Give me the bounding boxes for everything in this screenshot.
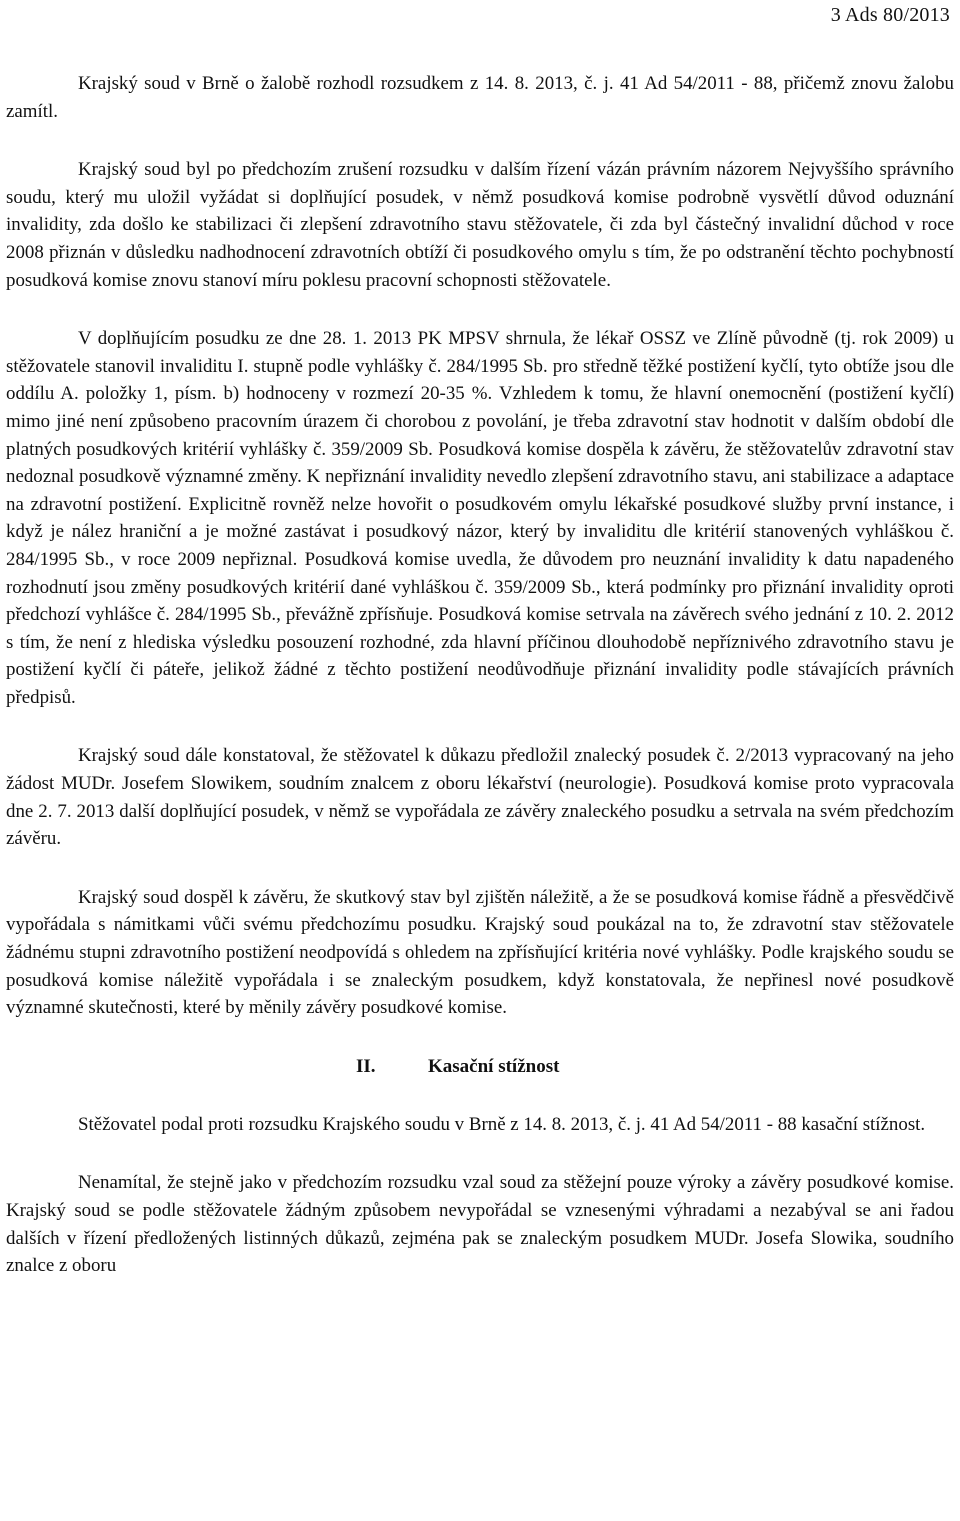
case-reference: 3 Ads 80/2013 — [830, 4, 950, 26]
paragraph-binding-opinion: Krajský soud byl po předchozím zrušení rozsudku v dalším řízení vázán právním názorem Nejvyššího správního soudu, který mu uložil vyžádat si doplňující posudek, v němž posudková komise podrobně vysvětlí důvod oduznání invalidity, zda došlo ke stabilizaci či zlepšení zdravotního stavu stěžovatele, či zda byl částečný invalidní důchod v roce 2008 přiznán v důsledku nadhodnocení zdravotních obtíží či posudkového omylu s tím, že po odstranění těchto pochybností posudková komise znovu stanoví míru poklesu pracovní schopnosti stěžovatele. — [6, 159, 954, 291]
paragraph-cassation-filed: Stěžovatel podal proti rozsudku Krajského soudu v Brně z 14. 8. 2013, č. j. 41 Ad 54/2011 - 88 kasační stížnost. — [78, 1113, 926, 1135]
section-heading — [6, 1053, 954, 1080]
section-number: II. — [356, 1055, 376, 1077]
paragraph-objections: Nenamítal, že stejně jako v předchozím rozsudku vzal soud za stěžejní pouze výroky a závěry posudkové komise. Krajský soud se podle stěžovatele žádným způsobem nevypořádal se vznesenými výhradami a nezabýval se ani řadou dalších v řízení předložených listinných důkazů, zejména pak se znaleckým posudkem MUDr. Josefa Slowika, soudního znalce z oboru — [6, 1172, 954, 1277]
paragraph-judgment-summary: Krajský soud v Brně o žalobě rozhodl rozsudkem z 14. 8. 2013, č. j. 41 Ad 54/2011 - 88, přičemž znovu žalobu zamítl. — [6, 73, 954, 122]
paragraph-supplementary-report: V doplňujícím posudku ze dne 28. 1. 2013 PK MPSV shrnula, že lékař OSSZ ve Zlíně původně (tj. rok 2009) u stěžovatele stanovil invaliditu I. stupně podle vyhlášky č. 284/1995 Sb. pro středně těžké postižení kyčlí, tyto obtíže jsou dle oddílu A. položky 1, písm. b) hodnoceny v rozmezí 20-35 %. Vzhledem k tomu, že hlavní onemocnění (postižení kyčlí) mimo jiné není způsobeno pracovním úrazem či chorobou z povolání, je třeba zdravotní stav hodnotit v dalším období dle platných posudkových kritérií vyhlášky č. 359/2009 Sb. Posudková komise dospěla k závěru, že stěžovatelův zdravotní stav nedoznal posudkově významné změny. K nepřiznání invalidity nevedlo zlepšení zdravotního stavu, ani stabilizace a adaptace na zdravotní postižení. Explicitně rovněž nelze hovořit o posudkovém omylu lékařské posudkové služby první instance, i když je nález hraniční a je možné zastávat i posudkový názor, který by invaliditu dle kritérií stanovených vyhláškou č. 284/1995 Sb., v roce 2009 nepřiznal. Posudková komise uvedla, že důvodem pro neuznání invalidity k datu napadeného rozhodnutí jsou změny posudkových kritérií dané vyhláškou č. 359/2009 Sb., která podmínky pro přiznání invalidity oproti předchozí vyhlášce č. 284/1995 Sb., převážně zpřísňuje. Posudková komise setrvala na závěrech svého jednání z 10. 2. 2012 s tím, že není z hlediska výsledku posouzení rozhodné, zda hlavní příčinou dlouhodobě nepříznivého zdravotního stavu je postižení kyčlí či páteře, jelikož žádné z těchto postižení neodůvodňuje přiznání invalidity podle stávajících právních předpisů. — [6, 328, 954, 708]
section-title: Kasační stížnost — [428, 1055, 560, 1077]
paragraph-court-conclusion: Krajský soud dospěl k závěru, že skutkový stav byl zjištěn náležitě, a že se posudková komise řádně a přesvědčivě vypořádala s námitkami vůči svému předchozímu posudku. Krajský soud poukázal na to, že zdravotní stav stěžovatele žádnému stupni zdravotního postižení neodpovídá s ohledem na zpřísňující kritéria nové vyhlášky. Podle krajského soudu se posudková komise náležitě vypořádala i se znaleckým posudkem, když konstatovala, že nepřinesl nové posudkově významné skutečnosti, které by měnily závěry posudkové komise. — [6, 886, 954, 1019]
paragraph-expert-opinion: Krajský soud dále konstatoval, že stěžovatel k důkazu předložil znalecký posudek č. 2/2013 vypracovaný na jeho žádost MUDr. Josefem Slowikem, soudním znalcem z oboru lékařství (neurologie). Posudková komise proto vypracovala dne 2. 7. 2013 další doplňující posudek, v němž se vypořádala ze závěry znaleckého posudku a setrvala na svém předchozím závěru. — [6, 745, 954, 850]
document-body — [6, 70, 954, 1311]
